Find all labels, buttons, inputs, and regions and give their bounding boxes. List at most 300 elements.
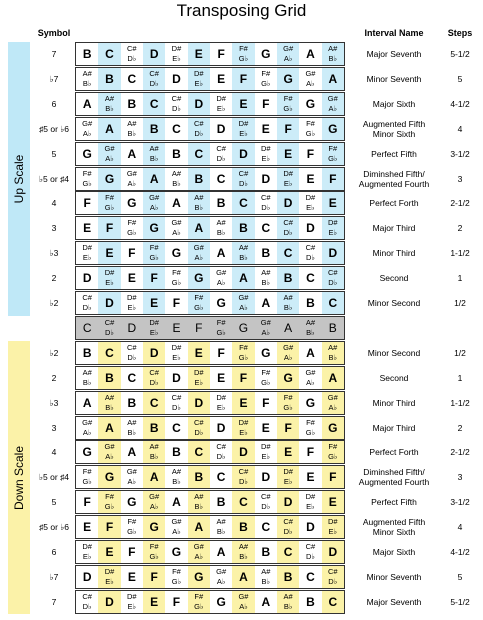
note-cell [299, 417, 321, 439]
note-cell [255, 466, 277, 488]
note-flat: B♭ [216, 228, 226, 238]
note-sharp: G# [149, 492, 160, 502]
note-sharp: A# [171, 467, 182, 477]
note-flat: D♭ [149, 78, 159, 88]
note-natural: F [128, 246, 136, 261]
note-flat: A♭ [127, 477, 137, 487]
note-cell [121, 68, 143, 90]
note-cell [255, 566, 277, 588]
note-flat: G♭ [104, 502, 115, 512]
note-cell [322, 317, 344, 339]
note-sharp: D# [149, 317, 159, 327]
interval-steps: 1/2 [454, 298, 466, 308]
note-sharp: F# [239, 44, 248, 53]
note-natural: B [239, 221, 248, 236]
note-natural: G [104, 171, 115, 186]
note-sharp: D# [171, 342, 182, 352]
symbol-header: Symbol [37, 28, 71, 38]
up-scale-band [8, 42, 30, 316]
note-natural: C [283, 246, 293, 261]
note-flat: B♭ [149, 452, 159, 462]
note-natural: F [195, 320, 203, 335]
note-sharp: A# [82, 68, 92, 78]
note-flat: A♭ [328, 103, 338, 113]
note-natural: C [194, 445, 204, 460]
note-flat: A♭ [105, 153, 114, 163]
note-flat: B♭ [239, 552, 248, 561]
note-natural: C [306, 271, 315, 286]
interval-name: Major Sixth [372, 98, 416, 109]
note-cell [277, 267, 299, 289]
note-sharp: G# [82, 417, 93, 427]
interval-name: Minor Third [372, 397, 416, 408]
note-flat: A♭ [82, 427, 92, 437]
note-cell [210, 591, 232, 613]
note-natural: B [261, 545, 271, 559]
note-cell [299, 367, 321, 389]
note-cell [299, 392, 321, 414]
note-sharp: D# [127, 591, 137, 601]
note-sharp: G# [283, 342, 294, 352]
note-cell [188, 367, 210, 389]
note-natural: C [105, 47, 114, 61]
interval-name: Minor Second [367, 347, 421, 358]
note-flat: G♭ [171, 278, 182, 288]
note-sharp: G# [104, 442, 115, 452]
note-cell [188, 516, 210, 538]
note-flat: D♭ [149, 377, 159, 387]
note-natural: A [172, 495, 181, 510]
note-cell [98, 143, 120, 165]
note-cell [76, 68, 98, 90]
interval-steps: 2-1/2 [450, 447, 470, 458]
note-natural: D [328, 545, 338, 559]
note-cell [255, 143, 277, 165]
note-sharp: C# [82, 591, 92, 601]
down-row [75, 565, 345, 589]
note-sharp: F# [283, 392, 293, 402]
note-sharp: F# [261, 367, 271, 377]
note-flat: G♭ [194, 601, 204, 611]
note-natural: A [261, 296, 271, 310]
note-flat: D♭ [194, 427, 204, 437]
note-flat: G♭ [149, 253, 159, 263]
note-flat: G♭ [305, 128, 316, 138]
note-flat: A♭ [239, 601, 248, 611]
note-natural: G [216, 296, 226, 310]
note-flat: E♭ [328, 527, 338, 537]
note-cell [98, 43, 120, 65]
note-cell [98, 392, 120, 414]
note-natural: D [283, 196, 293, 211]
interval-symbol: ♭5 or ♯4 [39, 173, 69, 184]
note-flat: A♭ [105, 452, 114, 462]
note-cell [165, 192, 187, 214]
note-cell [188, 466, 210, 488]
note-cell [232, 118, 254, 140]
note-cell [76, 367, 98, 389]
note-cell [255, 342, 277, 364]
note-natural: D [105, 296, 114, 310]
note-natural: B [239, 520, 248, 535]
note-natural: A [172, 196, 181, 211]
note-sharp: D# [216, 392, 226, 402]
interval-name: Major Third [372, 223, 416, 234]
note-cell [121, 118, 143, 140]
note-natural: D [149, 345, 159, 360]
note-natural: B [149, 121, 159, 136]
interval-symbol: 2 [51, 273, 57, 284]
note-cell [255, 441, 277, 463]
note-natural: A [239, 569, 248, 584]
note-natural: F [284, 121, 292, 136]
note-cell [76, 267, 98, 289]
note-natural: B [82, 345, 92, 360]
note-sharp: C# [127, 44, 137, 53]
note-flat: G♭ [238, 54, 249, 63]
note-sharp: G# [149, 193, 160, 203]
note-sharp: A# [127, 118, 137, 128]
note-cell [121, 441, 143, 463]
note-flat: A♭ [127, 178, 137, 188]
interval-name: Major Seventh [366, 596, 422, 607]
note-natural: G [328, 121, 338, 136]
note-cell [165, 242, 187, 264]
note-sharp: A# [194, 492, 204, 502]
interval-steps: 4 [457, 522, 463, 533]
note-cell [232, 292, 254, 314]
note-cell [188, 43, 210, 65]
note-flat: A♭ [283, 352, 293, 362]
note-natural: D [172, 71, 181, 86]
note-natural: E [127, 271, 136, 286]
note-natural: F [217, 47, 225, 61]
note-cell [165, 118, 187, 140]
note-flat: A♭ [216, 278, 226, 288]
note-natural: D [194, 395, 204, 410]
note-cell [76, 118, 98, 140]
note-sharp: D# [238, 417, 249, 427]
interval-name: Minor Seventh [366, 73, 422, 84]
note-natural: B [283, 271, 293, 286]
note-natural: F [217, 345, 225, 360]
note-cell [210, 93, 232, 115]
interval-steps: 4-1/2 [450, 547, 470, 557]
note-cell [98, 317, 120, 339]
note-natural: F [329, 171, 337, 186]
note-cell [165, 591, 187, 613]
note-sharp: F# [149, 542, 159, 551]
up-row [75, 241, 345, 265]
note-cell [255, 217, 277, 239]
interval-symbol: 7 [51, 49, 57, 59]
note-cell [165, 317, 187, 339]
note-natural: A [328, 370, 338, 385]
note-flat: D♭ [194, 128, 204, 138]
note-sharp: A# [216, 218, 226, 228]
note-cell [232, 591, 254, 613]
interval-name: Augmented Fifth Minor Sixth [362, 517, 426, 538]
note-sharp: G# [216, 566, 227, 576]
interval-symbol: ♭7 [49, 571, 59, 582]
note-sharp: C# [194, 118, 204, 128]
note-flat: B♭ [261, 278, 271, 288]
note-natural: C [261, 520, 271, 535]
note-cell [143, 242, 165, 264]
note-sharp: A# [149, 442, 159, 452]
note-sharp: G# [305, 367, 316, 377]
note-cell [210, 242, 232, 264]
note-cell [121, 143, 143, 165]
note-cell [277, 192, 299, 214]
note-sharp: G# [305, 68, 316, 78]
interval-steps: 5 [457, 73, 463, 84]
note-flat: D♭ [261, 502, 271, 512]
note-sharp: F# [328, 143, 338, 153]
note-cell [277, 292, 299, 314]
mid-row [75, 316, 345, 340]
note-cell [322, 242, 344, 264]
note-cell [322, 566, 344, 588]
note-cell [98, 417, 120, 439]
note-sharp: A# [82, 367, 92, 377]
interval-symbol: ♭3 [49, 397, 59, 408]
note-cell [210, 342, 232, 364]
note-natural: C [149, 96, 159, 111]
note-sharp: D# [283, 168, 293, 178]
note-cell [299, 242, 321, 264]
note-cell [277, 68, 299, 90]
note-flat: B♭ [306, 327, 315, 337]
note-cell [143, 118, 165, 140]
note-natural: F [83, 196, 91, 211]
note-flat: B♭ [283, 303, 293, 312]
note-natural: E [150, 594, 159, 609]
note-natural: C [216, 470, 226, 485]
note-sharp: D# [82, 542, 92, 551]
note-cell [322, 192, 344, 214]
note-cell [143, 143, 165, 165]
note-cell [210, 68, 232, 90]
note-flat: E♭ [328, 228, 338, 238]
note-natural: E [284, 146, 293, 161]
note-flat: G♭ [127, 527, 137, 537]
note-natural: F [239, 370, 248, 385]
note-flat: G♭ [171, 576, 182, 586]
note-sharp: D# [238, 118, 249, 128]
note-cell [210, 491, 232, 513]
note-natural: E [306, 171, 315, 186]
note-cell [232, 192, 254, 214]
note-cell [76, 491, 98, 513]
note-sharp: F# [306, 417, 315, 427]
interval-header: Interval Name [364, 28, 424, 38]
note-sharp: C# [305, 243, 316, 253]
note-cell [143, 441, 165, 463]
note-cell [299, 143, 321, 165]
interval-name: Minor Third [372, 248, 416, 259]
note-sharp: C# [216, 143, 226, 153]
note-natural: A [261, 594, 271, 609]
note-cell [76, 93, 98, 115]
note-natural: C [127, 71, 137, 86]
interval-steps: 1/2 [454, 347, 466, 358]
note-sharp: A# [216, 517, 226, 527]
note-cell [322, 367, 344, 389]
note-cell [299, 342, 321, 364]
note-cell [143, 566, 165, 588]
note-natural: E [261, 420, 270, 435]
note-sharp: F# [306, 118, 315, 128]
note-sharp: F# [127, 218, 137, 228]
note-cell [322, 342, 344, 364]
note-flat: B♭ [127, 427, 137, 437]
note-cell [188, 441, 210, 463]
down-row [75, 341, 345, 365]
note-natural: F [284, 420, 292, 435]
note-cell [299, 168, 321, 190]
note-natural: B [194, 470, 204, 485]
note-cell [121, 317, 143, 339]
note-sharp: A# [261, 268, 271, 278]
interval-name: Perfect Forth [369, 198, 419, 209]
interval-steps: 2-1/2 [450, 198, 470, 209]
note-cell [165, 292, 187, 314]
note-flat: B♭ [105, 103, 114, 113]
note-flat: B♭ [239, 253, 248, 263]
note-cell [98, 367, 120, 389]
note-natural: E [105, 545, 114, 559]
note-natural: E [328, 495, 337, 510]
note-natural: C [172, 121, 181, 136]
note-natural: A [194, 520, 204, 535]
note-sharp: A# [171, 168, 182, 178]
note-cell [121, 491, 143, 513]
note-cell [121, 516, 143, 538]
note-natural: F [83, 495, 91, 510]
up-row [75, 167, 345, 191]
note-natural: E [284, 445, 293, 460]
note-flat: A♭ [306, 78, 315, 88]
note-sharp: G# [238, 293, 249, 302]
interval-steps: 5 [457, 571, 463, 582]
note-cell [277, 43, 299, 65]
note-cell [76, 168, 98, 190]
note-natural: B [306, 296, 315, 310]
note-cell [98, 591, 120, 613]
note-natural: C [261, 221, 271, 236]
note-flat: E♭ [105, 278, 114, 288]
down-row [75, 590, 345, 614]
note-cell [188, 292, 210, 314]
interval-symbol: ♭5 or ♯4 [39, 472, 69, 483]
note-cell [210, 566, 232, 588]
note-cell [121, 168, 143, 190]
note-cell [299, 591, 321, 613]
note-sharp: G# [171, 218, 182, 228]
note-cell [188, 118, 210, 140]
note-natural: B [216, 196, 226, 211]
interval-steps: 5-1/2 [450, 596, 470, 607]
note-cell [188, 143, 210, 165]
note-sharp: D# [216, 93, 226, 103]
note-natural: B [127, 96, 137, 111]
interval-symbol: 5 [51, 148, 57, 159]
note-cell [277, 93, 299, 115]
note-cell [76, 417, 98, 439]
note-flat: D♭ [216, 452, 226, 462]
note-cell [165, 43, 187, 65]
note-sharp: A# [104, 93, 115, 103]
note-cell [165, 541, 187, 563]
note-natural: A [149, 171, 159, 186]
note-sharp: D# [82, 243, 92, 253]
note-natural: C [172, 420, 181, 435]
note-cell [143, 43, 165, 65]
note-flat: G♭ [283, 402, 293, 412]
note-natural: G [328, 420, 338, 435]
note-cell [143, 466, 165, 488]
note-flat: E♭ [127, 303, 137, 312]
note-cell [98, 168, 120, 190]
note-sharp: D# [104, 268, 115, 278]
note-flat: G♭ [127, 228, 137, 238]
note-cell [165, 367, 187, 389]
note-cell [143, 317, 165, 339]
note-flat: A♭ [172, 527, 181, 537]
note-cell [165, 68, 187, 90]
down-row [75, 465, 345, 489]
note-cell [76, 392, 98, 414]
note-cell [165, 566, 187, 588]
note-natural: D [82, 271, 92, 286]
note-natural: G [104, 470, 115, 485]
note-cell [277, 317, 299, 339]
note-cell [76, 516, 98, 538]
note-cell [98, 342, 120, 364]
note-natural: E [239, 96, 248, 111]
note-flat: E♭ [283, 477, 293, 487]
up-scale-label: Up Scale [12, 154, 26, 204]
note-cell [299, 491, 321, 513]
note-cell [98, 242, 120, 264]
note-natural: C [306, 569, 315, 584]
note-flat: D♭ [238, 477, 248, 487]
interval-symbol: 3 [51, 223, 57, 234]
note-flat: D♭ [105, 327, 114, 337]
interval-symbol: 2 [51, 372, 57, 383]
note-sharp: G# [82, 118, 93, 128]
note-cell [299, 466, 321, 488]
note-natural: D [127, 320, 137, 335]
note-natural: G [171, 545, 182, 559]
note-flat: B♭ [82, 377, 92, 387]
down-scale-label: Down Scale [12, 445, 26, 510]
note-cell [98, 466, 120, 488]
note-flat: E♭ [283, 178, 293, 188]
note-cell [188, 168, 210, 190]
note-natural: D [82, 569, 92, 584]
note-sharp: A# [283, 293, 293, 302]
note-cell [121, 292, 143, 314]
note-flat: B♭ [127, 128, 137, 138]
note-natural: C [239, 196, 248, 211]
note-cell [255, 392, 277, 414]
note-cell [188, 491, 210, 513]
note-sharp: F# [194, 293, 204, 302]
note-cell [143, 367, 165, 389]
note-sharp: G# [238, 591, 249, 601]
